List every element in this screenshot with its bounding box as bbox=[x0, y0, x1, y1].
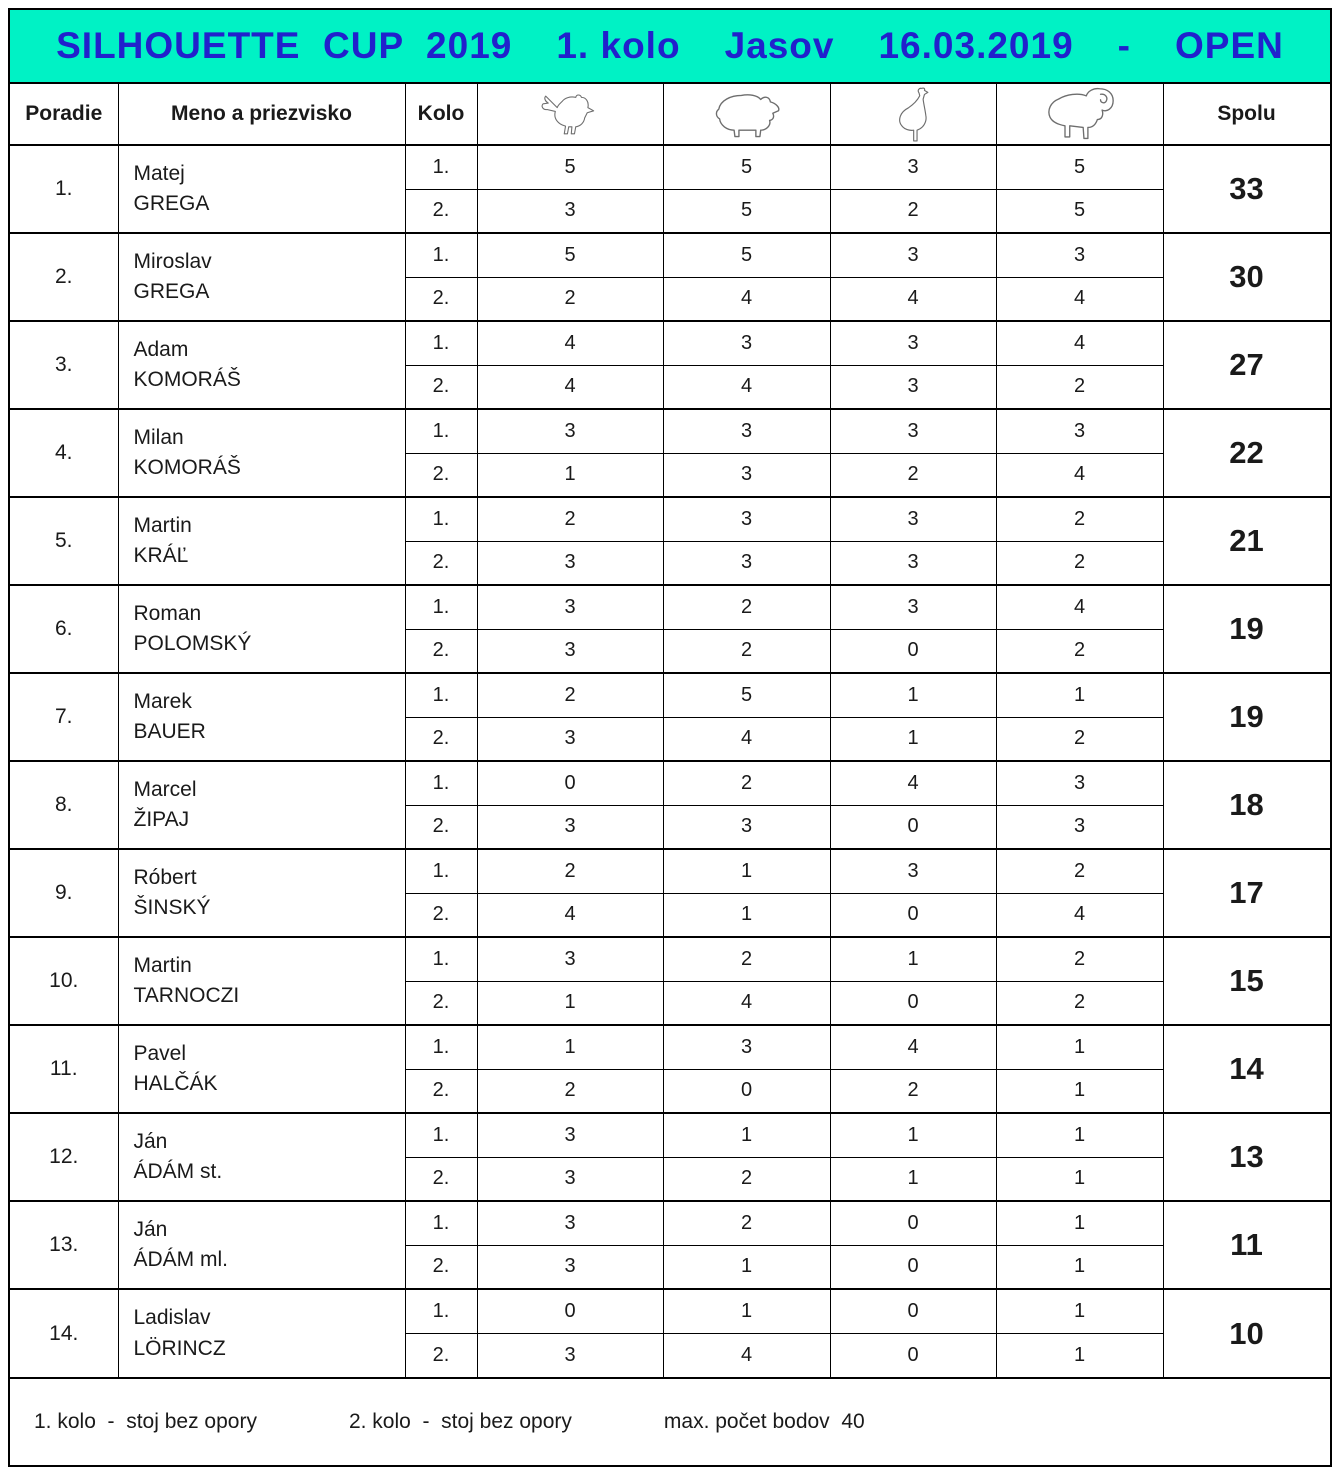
score-turkey-cell: 1 bbox=[830, 673, 996, 717]
boar-icon bbox=[706, 89, 788, 139]
score-boar-cell: 5 bbox=[663, 189, 830, 233]
rank-cell: 4. bbox=[10, 409, 118, 497]
score-ram-cell: 1 bbox=[996, 1245, 1163, 1289]
score-boar-cell: 2 bbox=[663, 585, 830, 629]
score-boar-cell: 3 bbox=[663, 321, 830, 365]
round-label-cell: 1. bbox=[405, 1201, 477, 1245]
score-chicken-cell: 2 bbox=[477, 673, 663, 717]
title-segment: Jasov bbox=[724, 25, 835, 66]
score-chicken-cell: 2 bbox=[477, 1069, 663, 1113]
competitor-row bbox=[10, 409, 1330, 453]
score-ram-cell: 4 bbox=[996, 453, 1163, 497]
turkey-icon bbox=[892, 85, 934, 143]
round-label-cell: 1. bbox=[405, 673, 477, 717]
competitor-row bbox=[10, 233, 1330, 277]
title-segment: SILHOUETTE CUP 2019 bbox=[56, 25, 513, 66]
last-name: ŠINSKÝ bbox=[133, 896, 211, 919]
score-boar-cell: 2 bbox=[663, 629, 830, 673]
rank-cell: 8. bbox=[10, 761, 118, 849]
total-cell: 33 bbox=[1163, 145, 1330, 233]
score-chicken-cell: 3 bbox=[477, 805, 663, 849]
score-boar-cell: 2 bbox=[663, 1157, 830, 1201]
score-chicken-cell: 3 bbox=[477, 629, 663, 673]
total-cell: 18 bbox=[1163, 761, 1330, 849]
name-cell bbox=[118, 1289, 405, 1377]
score-ram-cell: 2 bbox=[996, 937, 1163, 981]
name-cell bbox=[118, 585, 405, 673]
score-boar-cell: 2 bbox=[663, 1201, 830, 1245]
score-ram-cell: 1 bbox=[996, 673, 1163, 717]
round-label-cell: 1. bbox=[405, 145, 477, 189]
footer-legend bbox=[10, 1377, 1330, 1465]
round-label-cell: 1. bbox=[405, 1113, 477, 1157]
round-label-cell: 1. bbox=[405, 761, 477, 805]
score-turkey-cell: 1 bbox=[830, 937, 996, 981]
rank-cell: 11. bbox=[10, 1025, 118, 1113]
total-cell: 17 bbox=[1163, 849, 1330, 937]
title-segment: - bbox=[1117, 25, 1131, 66]
competitor-row bbox=[10, 673, 1330, 717]
round-label-cell: 2. bbox=[405, 629, 477, 673]
score-turkey-cell: 3 bbox=[830, 365, 996, 409]
total-cell: 15 bbox=[1163, 937, 1330, 1025]
score-turkey-cell: 0 bbox=[830, 1289, 996, 1333]
last-name: POLOMSKÝ bbox=[133, 632, 252, 655]
score-ram-cell: 3 bbox=[996, 409, 1163, 453]
title-segment: 1. kolo bbox=[556, 25, 681, 66]
col-header-chicken bbox=[477, 84, 663, 145]
score-chicken-cell: 3 bbox=[477, 189, 663, 233]
round-label-cell: 1. bbox=[405, 937, 477, 981]
score-ram-cell: 2 bbox=[996, 849, 1163, 893]
score-boar-cell: 2 bbox=[663, 761, 830, 805]
score-chicken-cell: 5 bbox=[477, 233, 663, 277]
score-turkey-cell: 0 bbox=[830, 893, 996, 937]
last-name: KRÁĽ bbox=[133, 544, 189, 567]
total-cell: 19 bbox=[1163, 585, 1330, 673]
rank-cell: 1. bbox=[10, 145, 118, 233]
col-header-ram bbox=[996, 84, 1163, 145]
last-name: TARNOCZI bbox=[133, 984, 240, 1007]
score-boar-cell: 3 bbox=[663, 453, 830, 497]
score-boar-cell: 2 bbox=[663, 937, 830, 981]
score-turkey-cell: 0 bbox=[830, 1201, 996, 1245]
score-ram-cell: 3 bbox=[996, 761, 1163, 805]
score-chicken-cell: 4 bbox=[477, 893, 663, 937]
score-boar-cell: 3 bbox=[663, 497, 830, 541]
rank-cell: 6. bbox=[10, 585, 118, 673]
score-chicken-cell: 2 bbox=[477, 277, 663, 321]
competitor-row bbox=[10, 849, 1330, 893]
last-name: HALČÁK bbox=[133, 1072, 218, 1095]
col-header-spolu: Spolu bbox=[1163, 84, 1330, 145]
score-turkey-cell: 0 bbox=[830, 805, 996, 849]
name-cell bbox=[118, 409, 405, 497]
round-label-cell: 1. bbox=[405, 849, 477, 893]
score-turkey-cell: 3 bbox=[830, 585, 996, 629]
first-name: Marcel bbox=[133, 777, 197, 801]
round-label-cell: 2. bbox=[405, 893, 477, 937]
total-cell: 13 bbox=[1163, 1113, 1330, 1201]
score-ram-cell: 3 bbox=[996, 805, 1163, 849]
score-chicken-cell: 3 bbox=[477, 585, 663, 629]
name-cell bbox=[118, 673, 405, 761]
score-ram-cell: 1 bbox=[996, 1069, 1163, 1113]
last-name: LÖRINCZ bbox=[133, 1336, 226, 1360]
name-cell bbox=[118, 849, 405, 937]
score-boar-cell: 3 bbox=[663, 805, 830, 849]
total-cell: 11 bbox=[1163, 1201, 1330, 1289]
score-chicken-cell: 1 bbox=[477, 1025, 663, 1069]
competitor-row bbox=[10, 497, 1330, 541]
total-cell: 21 bbox=[1163, 497, 1330, 585]
score-turkey-cell: 3 bbox=[830, 409, 996, 453]
competitor-row bbox=[10, 1025, 1330, 1069]
score-ram-cell: 2 bbox=[996, 981, 1163, 1025]
col-header-boar bbox=[663, 84, 830, 145]
round-label-cell: 2. bbox=[405, 1069, 477, 1113]
score-ram-cell: 2 bbox=[996, 717, 1163, 761]
first-name: Pavel bbox=[133, 1041, 187, 1065]
competitor-row bbox=[10, 321, 1330, 365]
score-boar-cell: 1 bbox=[663, 1245, 830, 1289]
score-chicken-cell: 3 bbox=[477, 1157, 663, 1201]
name-cell bbox=[118, 145, 405, 233]
score-chicken-cell: 3 bbox=[477, 937, 663, 981]
chicken-icon bbox=[538, 91, 602, 137]
total-cell: 10 bbox=[1163, 1289, 1330, 1377]
score-ram-cell: 1 bbox=[996, 1025, 1163, 1069]
competitor-row bbox=[10, 585, 1330, 629]
rank-cell: 13. bbox=[10, 1201, 118, 1289]
round-label-cell: 1. bbox=[405, 497, 477, 541]
col-header-turkey bbox=[830, 84, 996, 145]
score-boar-cell: 3 bbox=[663, 541, 830, 585]
round-label-cell: 1. bbox=[405, 233, 477, 277]
score-turkey-cell: 2 bbox=[830, 1069, 996, 1113]
score-boar-cell: 1 bbox=[663, 849, 830, 893]
name-cell bbox=[118, 1113, 405, 1201]
legend-round1: 1. kolo - stoj bez opory bbox=[34, 1410, 257, 1433]
score-turkey-cell: 3 bbox=[830, 541, 996, 585]
score-ram-cell: 2 bbox=[996, 629, 1163, 673]
total-cell: 22 bbox=[1163, 409, 1330, 497]
first-name: Róbert bbox=[133, 865, 197, 889]
score-ram-cell: 4 bbox=[996, 277, 1163, 321]
results-table bbox=[10, 84, 1331, 1377]
legend-max-points: max. počet bodov 40 bbox=[663, 1410, 865, 1433]
page-title bbox=[56, 25, 1284, 67]
round-label-cell: 2. bbox=[405, 453, 477, 497]
competitor-row bbox=[10, 1201, 1330, 1245]
round-label-cell: 2. bbox=[405, 189, 477, 233]
results-sheet bbox=[8, 8, 1332, 1467]
score-ram-cell: 3 bbox=[996, 233, 1163, 277]
name-cell bbox=[118, 321, 405, 409]
score-chicken-cell: 3 bbox=[477, 717, 663, 761]
score-ram-cell: 1 bbox=[996, 1157, 1163, 1201]
score-ram-cell: 1 bbox=[996, 1289, 1163, 1333]
score-turkey-cell: 4 bbox=[830, 1025, 996, 1069]
score-chicken-cell: 0 bbox=[477, 761, 663, 805]
round-label-cell: 1. bbox=[405, 409, 477, 453]
name-cell bbox=[118, 497, 405, 585]
score-boar-cell: 4 bbox=[663, 1333, 830, 1377]
score-ram-cell: 4 bbox=[996, 893, 1163, 937]
score-ram-cell: 2 bbox=[996, 365, 1163, 409]
first-name: Ján bbox=[133, 1129, 168, 1153]
score-ram-cell: 4 bbox=[996, 321, 1163, 365]
total-cell: 19 bbox=[1163, 673, 1330, 761]
score-boar-cell: 4 bbox=[663, 717, 830, 761]
score-ram-cell: 5 bbox=[996, 145, 1163, 189]
score-turkey-cell: 3 bbox=[830, 321, 996, 365]
competitor-row bbox=[10, 1289, 1330, 1333]
score-chicken-cell: 3 bbox=[477, 1245, 663, 1289]
total-cell: 14 bbox=[1163, 1025, 1330, 1113]
first-name: Marek bbox=[133, 689, 192, 713]
round-label-cell: 2. bbox=[405, 1333, 477, 1377]
score-turkey-cell: 3 bbox=[830, 145, 996, 189]
score-turkey-cell: 0 bbox=[830, 981, 996, 1025]
score-turkey-cell: 4 bbox=[830, 277, 996, 321]
last-name: KOMORÁŠ bbox=[133, 456, 241, 479]
name-cell bbox=[118, 1201, 405, 1289]
score-boar-cell: 4 bbox=[663, 981, 830, 1025]
total-cell: 30 bbox=[1163, 233, 1330, 321]
rank-cell: 3. bbox=[10, 321, 118, 409]
title-segment: OPEN bbox=[1175, 25, 1284, 66]
last-name: GREGA bbox=[133, 192, 210, 215]
round-label-cell: 2. bbox=[405, 365, 477, 409]
score-ram-cell: 1 bbox=[996, 1333, 1163, 1377]
score-ram-cell: 2 bbox=[996, 497, 1163, 541]
round-label-cell: 1. bbox=[405, 1289, 477, 1333]
round-label-cell: 2. bbox=[405, 805, 477, 849]
score-turkey-cell: 1 bbox=[830, 1113, 996, 1157]
score-boar-cell: 5 bbox=[663, 673, 830, 717]
rank-cell: 10. bbox=[10, 937, 118, 1025]
col-header-meno: Meno a priezvisko bbox=[118, 84, 405, 145]
score-turkey-cell: 0 bbox=[830, 1245, 996, 1289]
last-name: KOMORÁŠ bbox=[133, 368, 241, 391]
score-boar-cell: 1 bbox=[663, 1289, 830, 1333]
first-name: Roman bbox=[133, 601, 202, 625]
score-turkey-cell: 1 bbox=[830, 1157, 996, 1201]
score-turkey-cell: 2 bbox=[830, 189, 996, 233]
round-label-cell: 2. bbox=[405, 1157, 477, 1201]
total-cell: 27 bbox=[1163, 321, 1330, 409]
competitor-row bbox=[10, 145, 1330, 189]
name-cell bbox=[118, 1025, 405, 1113]
score-boar-cell: 4 bbox=[663, 277, 830, 321]
score-chicken-cell: 3 bbox=[477, 1201, 663, 1245]
score-ram-cell: 1 bbox=[996, 1113, 1163, 1157]
score-chicken-cell: 3 bbox=[477, 409, 663, 453]
score-turkey-cell: 0 bbox=[830, 1333, 996, 1377]
results-body bbox=[10, 145, 1330, 1377]
rank-cell: 5. bbox=[10, 497, 118, 585]
score-chicken-cell: 4 bbox=[477, 321, 663, 365]
score-turkey-cell: 2 bbox=[830, 453, 996, 497]
competitor-row bbox=[10, 761, 1330, 805]
score-turkey-cell: 3 bbox=[830, 497, 996, 541]
round-label-cell: 2. bbox=[405, 1245, 477, 1289]
score-chicken-cell: 3 bbox=[477, 1113, 663, 1157]
last-name: BAUER bbox=[133, 720, 206, 743]
rank-cell: 9. bbox=[10, 849, 118, 937]
first-name: Martin bbox=[133, 953, 192, 977]
header-row bbox=[10, 84, 1330, 145]
score-ram-cell: 2 bbox=[996, 541, 1163, 585]
rank-cell: 7. bbox=[10, 673, 118, 761]
score-chicken-cell: 3 bbox=[477, 1333, 663, 1377]
name-cell bbox=[118, 233, 405, 321]
score-ram-cell: 1 bbox=[996, 1201, 1163, 1245]
first-name: Matej bbox=[133, 161, 185, 185]
score-turkey-cell: 3 bbox=[830, 849, 996, 893]
last-name: ÁDÁM st. bbox=[133, 1160, 223, 1183]
score-ram-cell: 5 bbox=[996, 189, 1163, 233]
score-boar-cell: 1 bbox=[663, 1113, 830, 1157]
score-boar-cell: 3 bbox=[663, 1025, 830, 1069]
last-name: ÁDÁM ml. bbox=[133, 1248, 228, 1271]
rank-cell: 2. bbox=[10, 233, 118, 321]
name-cell bbox=[118, 761, 405, 849]
round-label-cell: 2. bbox=[405, 717, 477, 761]
score-boar-cell: 0 bbox=[663, 1069, 830, 1113]
round-label-cell: 1. bbox=[405, 585, 477, 629]
score-ram-cell: 4 bbox=[996, 585, 1163, 629]
round-label-cell: 2. bbox=[405, 541, 477, 585]
score-boar-cell: 4 bbox=[663, 365, 830, 409]
ram-icon bbox=[1037, 84, 1123, 144]
competitor-row bbox=[10, 937, 1330, 981]
last-name: GREGA bbox=[133, 280, 210, 303]
rank-cell: 12. bbox=[10, 1113, 118, 1201]
round-label-cell: 2. bbox=[405, 277, 477, 321]
score-chicken-cell: 2 bbox=[477, 849, 663, 893]
round-label-cell: 2. bbox=[405, 981, 477, 1025]
last-name: ŽIPAJ bbox=[133, 808, 190, 831]
score-boar-cell: 3 bbox=[663, 409, 830, 453]
name-cell bbox=[118, 937, 405, 1025]
col-header-poradie: Poradie bbox=[10, 84, 118, 145]
title-band bbox=[10, 10, 1330, 84]
score-turkey-cell: 3 bbox=[830, 233, 996, 277]
score-chicken-cell: 5 bbox=[477, 145, 663, 189]
round-label-cell: 1. bbox=[405, 321, 477, 365]
first-name: Miroslav bbox=[133, 249, 212, 273]
score-chicken-cell: 0 bbox=[477, 1289, 663, 1333]
score-boar-cell: 1 bbox=[663, 893, 830, 937]
title-segment: 16.03.2019 bbox=[878, 25, 1074, 66]
first-name: Milan bbox=[133, 425, 184, 449]
first-name: Martin bbox=[133, 513, 192, 537]
first-name: Adam bbox=[133, 337, 189, 361]
competitor-row bbox=[10, 1113, 1330, 1157]
rank-cell: 14. bbox=[10, 1289, 118, 1377]
score-chicken-cell: 4 bbox=[477, 365, 663, 409]
score-chicken-cell: 1 bbox=[477, 453, 663, 497]
score-turkey-cell: 1 bbox=[830, 717, 996, 761]
round-label-cell: 1. bbox=[405, 1025, 477, 1069]
score-boar-cell: 5 bbox=[663, 233, 830, 277]
score-boar-cell: 5 bbox=[663, 145, 830, 189]
score-chicken-cell: 1 bbox=[477, 981, 663, 1025]
legend-round2: 2. kolo - stoj bez opory bbox=[348, 1410, 572, 1433]
col-header-kolo: Kolo bbox=[405, 84, 477, 145]
first-name: Ladislav bbox=[133, 1306, 211, 1330]
score-turkey-cell: 0 bbox=[830, 629, 996, 673]
score-chicken-cell: 3 bbox=[477, 541, 663, 585]
score-chicken-cell: 2 bbox=[477, 497, 663, 541]
first-name: Ján bbox=[133, 1217, 168, 1241]
score-turkey-cell: 4 bbox=[830, 761, 996, 805]
